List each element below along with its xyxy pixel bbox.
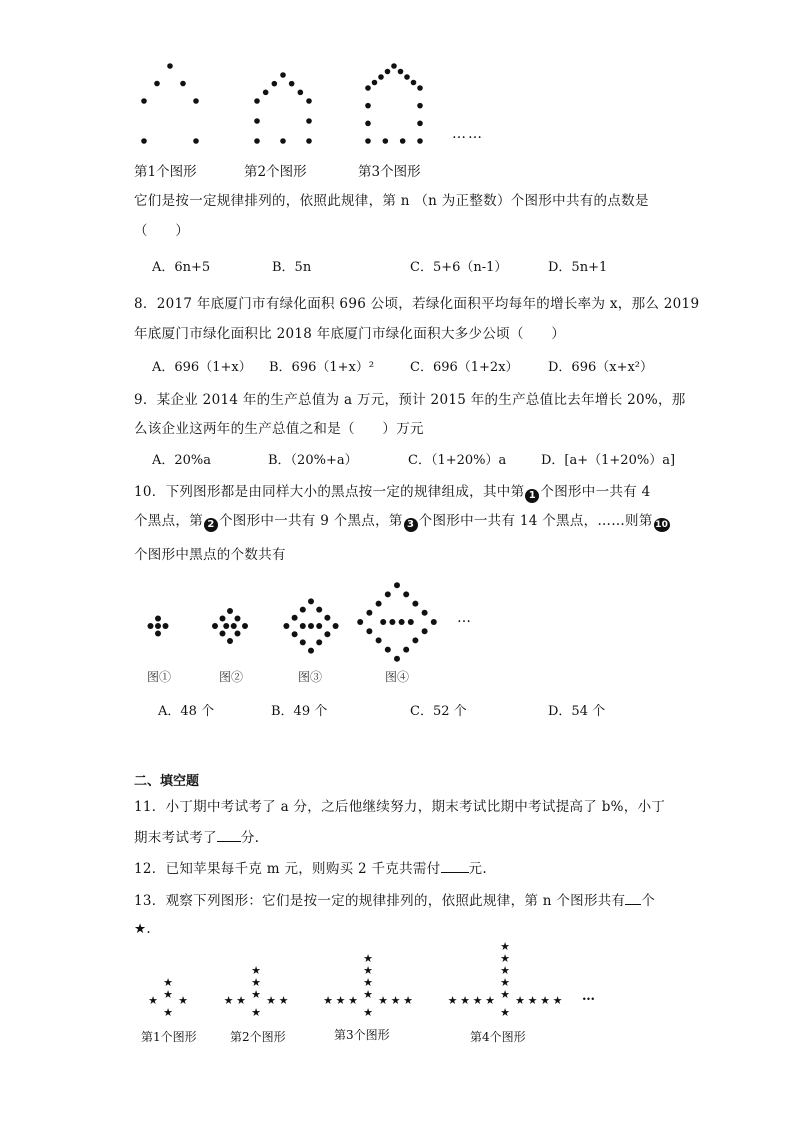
- star-fig3: ★: [335, 994, 346, 1007]
- diamond-dot-fig4: [357, 619, 363, 625]
- house-dot-fig2: [254, 118, 260, 124]
- house-dot-fig1: [193, 138, 199, 144]
- question-9-line-1: 9．某企业 2014 年的生产总值为 a 万元，预计 2015 年的生产总值比去年增长 20%，那: [134, 392, 686, 408]
- question-10-option-d: D．54 个: [548, 704, 606, 719]
- diamond-dot-fig4: [394, 582, 400, 588]
- question-13-line-1: [134, 890, 655, 911]
- diamond-dot-fig4: [403, 591, 409, 597]
- question-9-line-2: 么该企业这两年的生产总值之和是（ ）万元: [134, 421, 424, 437]
- diamond-dot-fig4: [431, 619, 437, 625]
- question-13-line-2: ★.: [134, 921, 151, 937]
- house-dot-fig1: [141, 138, 147, 144]
- question-9-option-c: C．（1+20%）a: [408, 453, 507, 468]
- diamond-dot-fig3: [316, 623, 322, 629]
- house-dot-fig1: [167, 63, 173, 69]
- diamond-dot-fig4: [394, 656, 400, 662]
- question-10-line-2: [134, 511, 671, 532]
- question-8-option-b: B．696（1+x）²: [269, 360, 375, 375]
- question-10-line-2-a: 个黑点，第: [134, 513, 203, 529]
- star-fig3: ★: [403, 994, 413, 1007]
- diamond-dot-fig4: [412, 601, 418, 607]
- diamond-dot-fig2: [231, 623, 237, 629]
- star-fig1: ★: [148, 994, 158, 1007]
- diamond-dot-fig2: [212, 623, 218, 629]
- house-dot-fig2: [306, 138, 312, 144]
- question-prev-option-d: D．5n+1: [548, 260, 608, 275]
- house-dot-fig3: [411, 80, 417, 86]
- diamond-dot-fig4: [376, 637, 382, 643]
- question-12-text-b: 元.: [468, 861, 487, 877]
- answer-blank-13[interactable]: [625, 890, 641, 905]
- star-fig2: ★: [236, 994, 246, 1007]
- house-dot-fig3: [365, 85, 371, 91]
- diamond-dot-fig4: [412, 637, 418, 643]
- star-fig1: ★: [178, 994, 188, 1007]
- question-10-option-b: B．49 个: [271, 704, 328, 719]
- house-dot-fig3: [417, 121, 423, 127]
- question-prev-stem-2: （ ）: [134, 223, 190, 239]
- diamond-caption-4: 图④: [385, 670, 410, 684]
- question-11-line-2: [134, 827, 259, 848]
- diamond-dot-fig3: [333, 623, 339, 629]
- question-12-line: [134, 858, 487, 879]
- question-11-line-1: 11．小丁期中考试考了 a 分，之后他继续努力，期末考试比期中考试提高了 b%，小丁: [134, 799, 666, 815]
- star-caption-2: 第2个图形: [230, 1030, 286, 1044]
- house-dot-fig3: [404, 74, 410, 80]
- house-dot-patterns: [0, 0, 794, 160]
- house-dot-fig3: [417, 138, 423, 144]
- question-9-option-d: D．[a+（1+20%）a]: [541, 453, 676, 468]
- question-8-line-2: 年底厦门市绿化面积比 2018 年底厦门市绿化面积大多少公顷（ ）: [134, 326, 566, 342]
- house-caption-1: 第1个图形: [134, 164, 197, 180]
- star-patterns: [0, 940, 794, 1020]
- house-dot-fig1: [180, 81, 186, 87]
- house-dot-fig1: [193, 98, 199, 104]
- diamond-caption-2: 图②: [219, 670, 244, 684]
- star-fig2: ★: [266, 994, 276, 1007]
- star-fig4: ★: [500, 964, 510, 977]
- house-dot-fig3: [365, 103, 371, 109]
- diamond-dot-fig3: [283, 623, 289, 629]
- question-10-option-a: A．48 个: [158, 704, 215, 719]
- diamond-dot-fig2: [227, 638, 233, 644]
- star-fig2: ★: [278, 994, 289, 1007]
- star-fig1: ★: [163, 988, 173, 1001]
- diamond-dot-fig3: [292, 631, 298, 637]
- star-fig4: ★: [460, 994, 470, 1007]
- house-dot-fig2: [306, 118, 312, 124]
- diamond-dot-patterns: [0, 570, 794, 670]
- question-13-line-1-a: 13．观察下列图形：它们是按一定的规律排列的，依照此规律，第 n 个图形共有: [134, 893, 626, 909]
- house-dot-fig2: [272, 81, 278, 87]
- diamond-dot-fig3: [308, 598, 314, 604]
- star-fig1: ★: [163, 976, 173, 989]
- diamond-dot-fig4: [385, 647, 391, 653]
- diamond-dot-fig2: [227, 608, 233, 614]
- question-10-line-1-a: 10．下列图形都是由同样大小的黑点按一定的规律组成，其中第: [134, 484, 525, 500]
- diamond-dot-fig3: [324, 631, 330, 637]
- star-fig4: ★: [552, 994, 563, 1007]
- question-prev-option-c: C．5+6（n-1）: [410, 260, 508, 275]
- diamond-dot-fig4: [385, 591, 391, 597]
- star-fig4: ★: [500, 1006, 510, 1019]
- star-fig1: ★: [163, 1006, 173, 1019]
- diamond-dot-fig2: [223, 623, 229, 629]
- question-11-line-2-a: 期末考试考了: [134, 830, 217, 846]
- question-13-line-1-b: 个: [641, 893, 656, 909]
- diamond-dot-fig4: [376, 601, 382, 607]
- star-fig2: ★: [251, 964, 261, 977]
- question-8-option-a: A．696（1+x）: [152, 360, 252, 375]
- question-10-line-2-c: 个图形中一共有 14 个黑点，……则第: [418, 513, 653, 529]
- question-10-option-c: C．52 个: [410, 704, 467, 719]
- house-dot-fig2: [289, 81, 295, 87]
- star-fig4: ★: [500, 976, 510, 989]
- diamond-dot-fig3: [316, 607, 322, 613]
- diamond-dot-fig4: [399, 619, 405, 625]
- diamond-dot-fig2: [220, 631, 226, 637]
- diamond-dot-fig1: [163, 623, 169, 629]
- star-fig3: ★: [363, 988, 373, 1001]
- circled-number-2: 2: [204, 518, 218, 532]
- house-dot-fig3: [378, 74, 384, 80]
- star-fig4: ★: [447, 994, 458, 1007]
- diamond-dot-fig3: [316, 639, 322, 645]
- house-dot-fig1: [154, 81, 160, 87]
- house-dot-fig3: [372, 80, 378, 86]
- question-prev-option-b: B．5n: [272, 260, 312, 275]
- house-dot-fig2: [280, 138, 286, 144]
- star-fig3: ★: [363, 964, 373, 977]
- house-dot-fig2: [306, 98, 312, 104]
- house-dot-fig3: [417, 103, 423, 109]
- diamond-dot-fig4: [422, 610, 428, 616]
- star-fig4: ★: [540, 994, 550, 1007]
- diamond-dot-fig2: [235, 631, 241, 637]
- diamond-dot-fig4: [380, 619, 386, 625]
- star-fig4: ★: [500, 988, 510, 1001]
- house-dot-fig3: [383, 138, 389, 144]
- star-fig2: ★: [251, 1006, 261, 1019]
- house-dot-fig3: [417, 85, 423, 91]
- diamond-dot-fig3: [308, 648, 314, 654]
- question-9-option-b: B．（20%+a）: [268, 453, 358, 468]
- diamond-dot-fig2: [235, 616, 241, 622]
- answer-blank-11[interactable]: [217, 827, 241, 842]
- star-fig3: ★: [390, 994, 401, 1007]
- star-fig4: ★: [500, 952, 510, 965]
- house-dot-fig2: [280, 72, 286, 78]
- star-fig3: ★: [348, 994, 358, 1007]
- circled-number-1: 1: [525, 489, 539, 503]
- diamond-dot-fig1: [155, 631, 161, 637]
- star-fig3: ★: [363, 976, 373, 989]
- diamond-ellipsis: …: [457, 610, 471, 626]
- diamond-caption-1: 图①: [147, 670, 172, 684]
- house-caption-2: 第2个图形: [244, 164, 307, 180]
- diamond-dot-fig3: [300, 639, 306, 645]
- star-caption-3: 第3个图形: [334, 1028, 390, 1042]
- house-dot-fig1: [141, 98, 147, 104]
- house-dot-fig3: [365, 138, 371, 144]
- question-9-option-a: A．20%a: [152, 453, 212, 468]
- answer-blank-12[interactable]: [441, 858, 469, 873]
- diamond-caption-3: 图③: [298, 670, 323, 684]
- star-ellipsis: …: [582, 989, 595, 1004]
- house-dot-fig3: [391, 63, 397, 69]
- question-10-line-1-b: 个图形中一共有 4: [540, 484, 651, 500]
- star-fig2: ★: [223, 994, 234, 1007]
- diamond-dot-fig4: [389, 619, 395, 625]
- question-prev-option-a: A．6n+5: [152, 260, 211, 275]
- diamond-dot-fig1: [148, 623, 154, 629]
- house-dot-fig3: [400, 138, 406, 144]
- diamond-dot-fig4: [408, 619, 414, 625]
- question-8-line-1: 8．2017 年底厦门市有绿化面积 696 公顷，若绿化面积平均每年的增长率为 x，那么 2019: [134, 296, 700, 312]
- house-caption-3: 第3个图形: [358, 164, 421, 180]
- question-10-line-2-b: 个图形中一共有 9 个黑点，第: [219, 513, 403, 529]
- diamond-dot-fig2: [242, 623, 248, 629]
- diamond-dot-fig3: [300, 607, 306, 613]
- circled-number-3: 3: [404, 518, 418, 532]
- star-fig4: ★: [515, 994, 525, 1007]
- star-fig3: ★: [323, 994, 333, 1007]
- question-8-option-c: C．696（1+2x）: [410, 360, 519, 375]
- diamond-dot-fig3: [292, 615, 298, 621]
- house-dot-fig2: [263, 90, 269, 96]
- diamond-dot-fig4: [403, 647, 409, 653]
- house-dot-fig3: [398, 69, 404, 75]
- house-dot-fig2: [298, 90, 304, 96]
- house-dot-fig3: [385, 69, 391, 75]
- section-title-fill-in: 二、填空题: [134, 774, 200, 789]
- question-8-option-d: D．696（x+x²）: [548, 360, 654, 375]
- diamond-dot-fig1: [155, 623, 161, 629]
- star-fig3: ★: [363, 1006, 373, 1019]
- star-fig3: ★: [378, 994, 388, 1007]
- house-dot-fig2: [254, 138, 260, 144]
- question-11-line-2-b: 分.: [240, 830, 260, 846]
- house-dot-fig3: [365, 121, 371, 127]
- star-fig4: ★: [527, 994, 538, 1007]
- house-ellipsis: ……: [452, 126, 484, 142]
- star-caption-4: 第4个图形: [470, 1030, 526, 1044]
- question-10-line-1: [134, 482, 650, 503]
- question-12-text-a: 12．已知苹果每千克 m 元，则购买 2 千克共需付: [134, 861, 441, 877]
- star-caption-1: 第1个图形: [141, 1030, 197, 1044]
- circled-number-10: 10: [655, 520, 669, 530]
- diamond-dot-fig3: [300, 623, 306, 629]
- star-fig3: ★: [363, 952, 373, 965]
- house-dot-fig2: [254, 98, 260, 104]
- diamond-dot-fig1: [155, 616, 161, 622]
- star-fig2: ★: [251, 988, 261, 1001]
- diamond-dot-fig3: [324, 615, 330, 621]
- star-fig4: ★: [472, 994, 483, 1007]
- diamond-dot-fig2: [220, 616, 226, 622]
- diamond-dot-fig4: [366, 610, 372, 616]
- diamond-dot-fig3: [308, 623, 314, 629]
- star-fig4: ★: [500, 940, 510, 953]
- diamond-dot-fig4: [366, 628, 372, 634]
- diamond-dot-fig4: [422, 628, 428, 634]
- question-10-line-3: 个图形中黑点的个数共有: [134, 547, 286, 563]
- question-prev-stem-1: 它们是按一定规律排列的，依照此规律，第 n （n 为正整数）个图形中共有的点数是: [134, 193, 649, 209]
- star-fig2: ★: [251, 976, 261, 989]
- star-fig4: ★: [485, 994, 495, 1007]
